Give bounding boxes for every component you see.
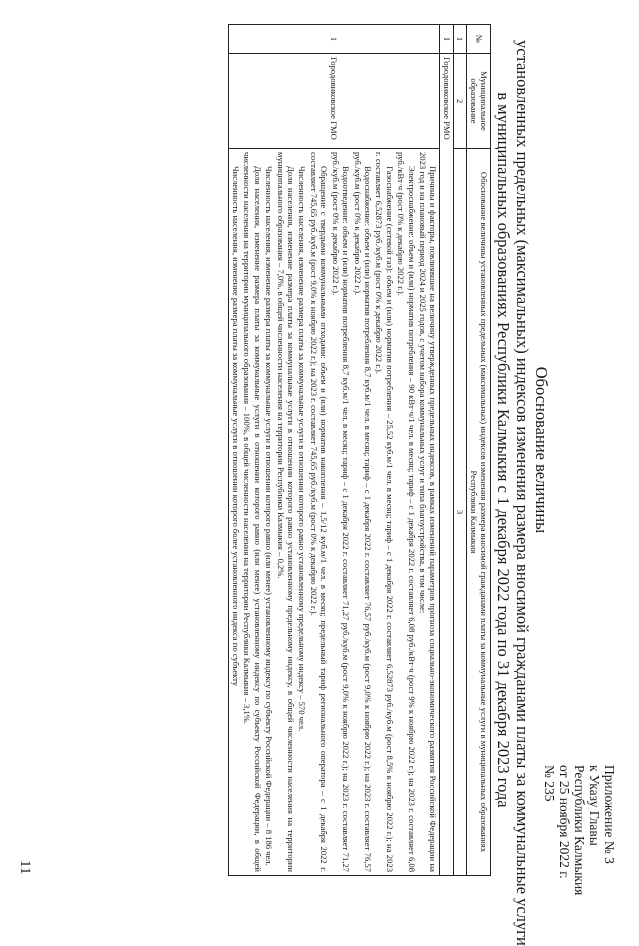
header-num: №	[467, 25, 491, 54]
justification-table	[228, 24, 491, 876]
justification-paragraph: Электроснабжение: объем и (или) норматив потребления – 90 кВт·ч/1 чел. в месяц; тариф – с 1 декабря 2022 г. составляет 6,08 руб./кВт·ч (рост 9% к ноябрю 2022 г.); на 2023 г. составляет 6,08 руб./кВт·ч (рост 0% к декабрю 2022 г.).	[396, 152, 417, 872]
appendix-line: от 25 ноября 2022 г.	[557, 765, 572, 879]
justification-paragraph: Численность населения, изменение размера платы за коммунальные услуги в отношении которого более установленного индекса по субъекту	[231, 166, 242, 687]
document-title	[494, 40, 551, 946]
justification-paragraph: Водоснабжение: объем и (или) норматив потребления 8,7 куб.м/1 чел. в месяц; тариф – с 1 декабря 2022 г. составляет 76,57 руб./куб.м (рост 9,0% к ноябрю 2022 г.); на 2023 г. составляет 76,57 руб./куб.м (рост 0% к декабрю 2022 г.).	[352, 152, 373, 872]
appendix-line: № 235	[542, 765, 557, 802]
justification-paragraph: Доля населения, изменение размера платы за коммунальные услуги в отношении которого равно (или менее) установленному индексу по субъекту Российской Федерации, в общей численности населения на территории муниципального образования – 100%, в общей численности населения на территории Республики Калмыкия – 3,1%.	[242, 152, 263, 872]
section-row	[440, 25, 453, 876]
justification-paragraph: Водоотведение: объем и (или) норматив потребления 8,7 куб.м/1 чел. в месяц; тариф – с 1 декабря 2022 г. составляет 71,27 руб./куб.м (рост 9,0% к ноябрю 2022 г.); на 2023 г. составляет 71,27 руб./куб.м (рост 0% к декабрю 2022 г.).	[330, 152, 352, 872]
row-municipality: Городовиковское ГМО	[228, 54, 440, 149]
title-line: Обоснование величины	[532, 366, 551, 534]
header-municipality: Муниципальное образование	[467, 54, 491, 149]
header-numbers-row	[453, 25, 466, 876]
row-num: 1	[228, 25, 440, 54]
header-number: 3	[453, 149, 466, 876]
justification-paragraph: Доля населения, изменение размера платы за коммунальные услуги в отношении которого равно установленному предельному индексу, в общей численности населения на территории муниципального образования – 7,0%, в общей численности населения на территории Республики Калмыкия – 0,2%.	[275, 152, 297, 872]
justification-paragraph: Численность населения, изменение размера платы за коммунальные услуги в отношении которого равно установленному предельному индексу – 570 чел.	[297, 166, 308, 732]
appendix-line: Республики Калмыкия	[572, 765, 587, 896]
section-title: Городовиковское РМО	[440, 54, 453, 876]
appendix-line: Приложение № 3	[602, 765, 617, 864]
title-line: установленных предельных (максимальных) индексов изменения размера вносимой гражданами платы за коммунальные услуги	[513, 40, 532, 946]
appendix-block	[542, 765, 617, 895]
justification-paragraph: Газоснабжение (сетевой газ): объем и (или) норматив потребления – 25,52 куб.м/1 чел. в месяц; тариф – с 1 декабря 2022 г. составляет 6,52873 руб./куб.м (рост 8,5% к ноябрю 2022 г.); на 2023 г. составляет 6,52873 руб./куб.м (рост 0% к декабрю 2022 г.).	[374, 152, 395, 872]
header-number: 2	[453, 54, 466, 149]
table-header-row	[467, 25, 491, 876]
row-justification	[228, 149, 440, 876]
title-line: в муниципальных образованиях Республики Калмыкия с 1 декабря 2022 года по 31 декабря 2023 года	[494, 92, 513, 808]
header-justification: Обоснование величины установленных предельных (максимальных) индексов изменения размера вносимой гражданами платы за коммунальные услуги в муниципальных образованиях Республики Калмыкия	[467, 149, 491, 876]
table-row	[228, 25, 440, 876]
appendix-line: к Указу Главы	[587, 765, 602, 846]
justification-paragraph: Численность населения, изменение размера платы за коммунальные услуги в отношении которого равно (или менее) установленному индексу по субъекту Российской Федерации – 8 186 чел.	[264, 166, 275, 866]
justification-paragraph: Причины и факторы, повлиявшие на величину утвержденных предельных индексов, в рамках изменений параметров прогноза социально-экономического развития Российской Федерации на 2023 год и на плановый период 2024 и 2025 годов, с учетом набора коммунальных услуг и типа благоустройства, в том числе:	[417, 152, 439, 872]
section-num: I	[440, 25, 453, 54]
justification-paragraph: Обращение с твердыми коммунальными отходами: объем и (или) норматив накопления – 1,5/12 куб.м/1 чел. в месяц; предельный тариф регионального оператора – с 1 декабря 2022 г. составляет 745,65 руб./куб.м (рост 9,0% к ноябрю 2022 г.); на 2023 г. составляет 745,65 руб./куб.м (рост 0% к декабрю 2022 г.).	[308, 152, 330, 872]
page-number: 11	[17, 860, 33, 875]
header-number: 1	[453, 25, 466, 54]
